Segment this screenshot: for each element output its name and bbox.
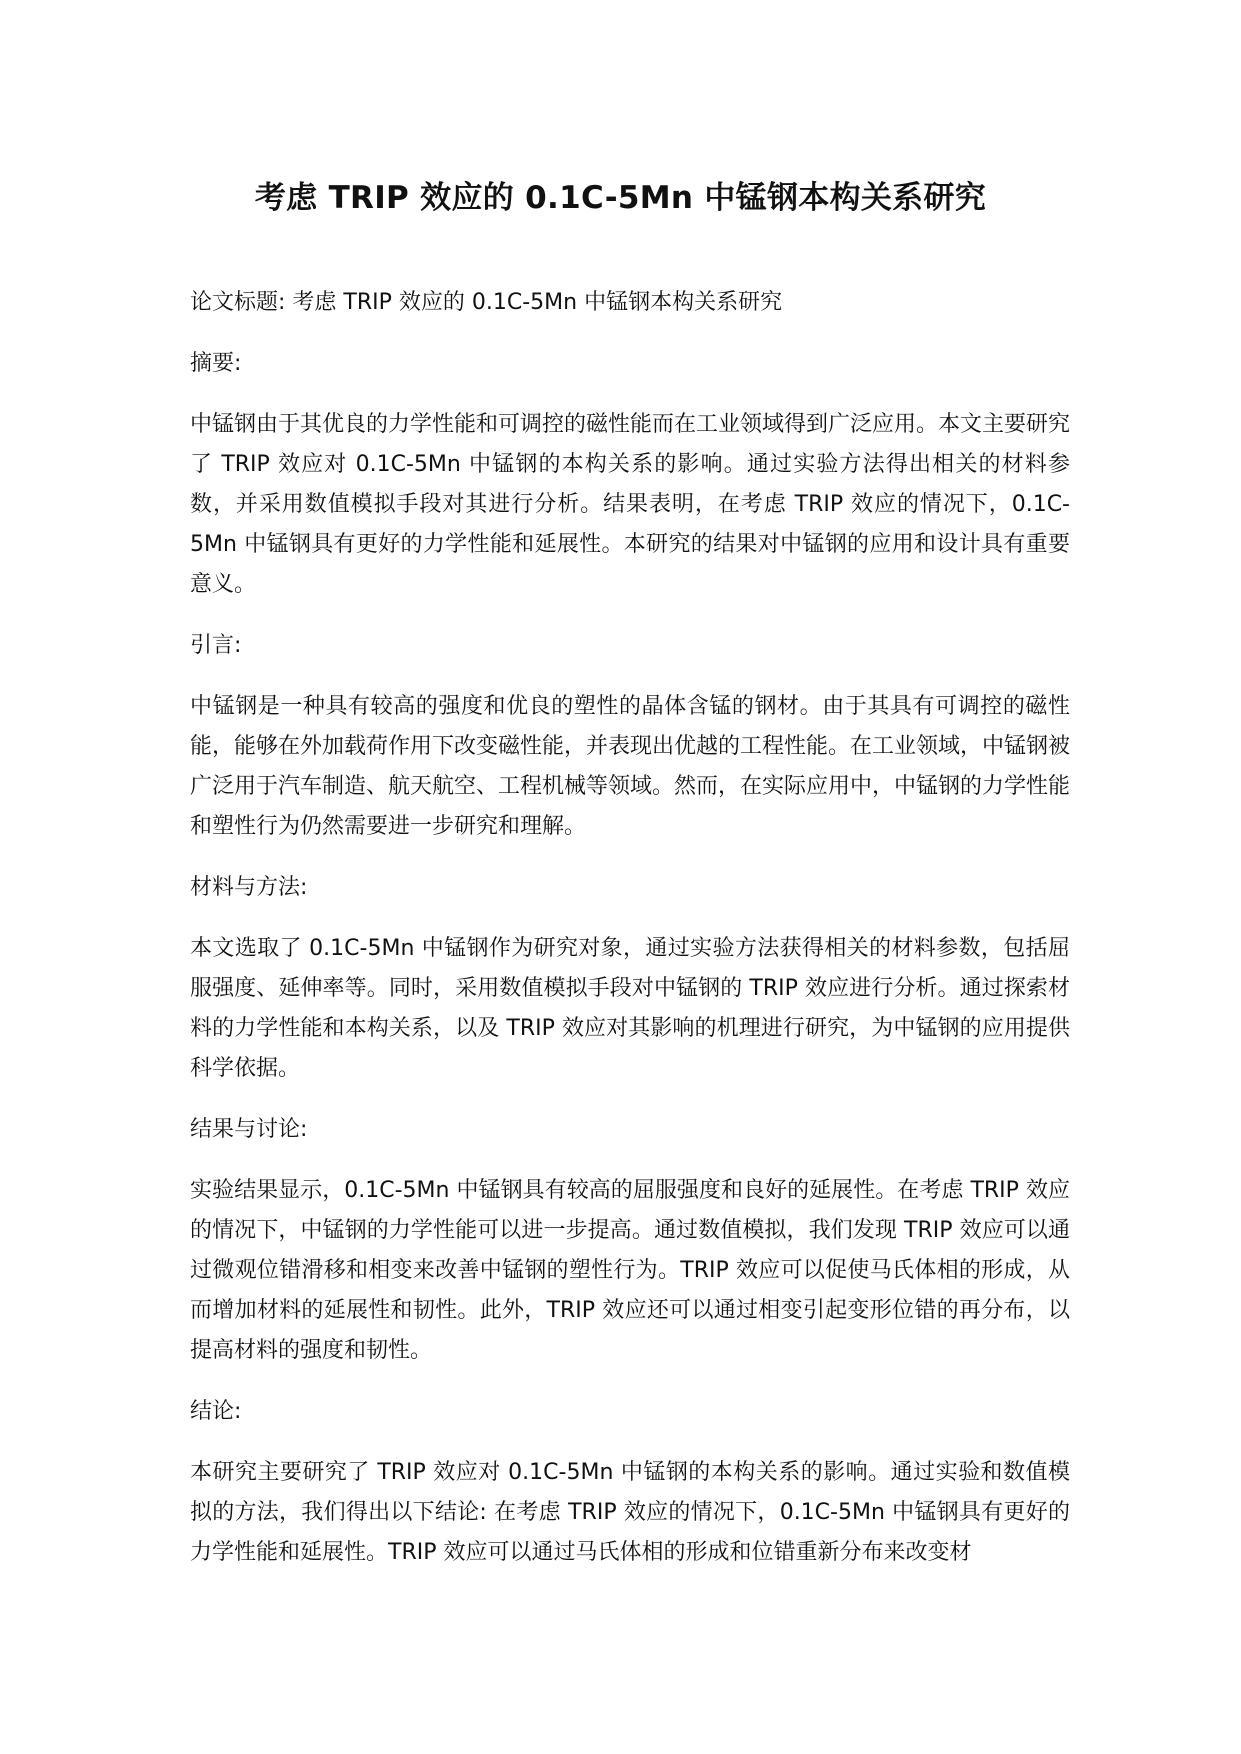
methods-paragraph: 本文选取了 0.1C-5Mn 中锰钢作为研究对象，通过实验方法获得相关的材料参数，包括屈服强度、延伸率等。同时，采用数值模拟手段对中锰钢的 TRIP 效应进行分析。通过探索材料的力学性能和本构关系，以及 TRIP 效应对其影响的机理进行研究，为中锰钢的应用提供科学依据。 [190,936,1070,1081]
conclusion-heading: 结论: [190,1399,242,1424]
results-heading: 结果与讨论: [190,1117,308,1142]
document-body [190,283,1070,1594]
methods-heading: 材料与方法: [190,875,308,900]
introduction-heading: 引言: [190,633,242,658]
abstract-heading: 摘要: [190,351,242,376]
abstract-paragraph: 中锰钢由于其优良的力学性能和可调控的磁性能而在工业领域得到广泛应用。本文主要研究了 TRIP 效应对 0.1C-5Mn 中锰钢的本构关系的影响。通过实验方法得出相关的材料参数，并采用数值模拟手段对其进行分析。结果表明，在考虑 TRIP 效应的情况下，0.1C-5Mn 中锰钢具有更好的力学性能和延展性。本研究的结果对中锰钢的应用和设计具有重要意义。 [190,412,1071,597]
conclusion-paragraph: 本研究主要研究了 TRIP 效应对 0.1C-5Mn 中锰钢的本构关系的影响。通过实验和数值模拟的方法，我们得出以下结论: 在考虑 TRIP 效应的情况下，0.1C-5Mn 中锰钢具有更好的力学性能和延展性。TRIP 效应可以通过马氏体相的形成和位错重新分布来改变材 [190,1460,1070,1565]
introduction-paragraph: 中锰钢是一种具有较高的强度和优良的塑性的晶体含锰的钢材。由于其具有可调控的磁性能，能够在外加载荷作用下改变磁性能，并表现出优越的工程性能。在工业领域，中锰钢被广泛用于汽车制造、航天航空、工程机械等领域。然而，在实际应用中，中锰钢的力学性能和塑性行为仍然需要进一步研究和理解。 [190,694,1071,839]
document-title: 考虑 TRIP 效应的 0.1C-5Mn 中锰钢本构关系研究 [254,180,987,216]
results-paragraph: 实验结果显示，0.1C-5Mn 中锰钢具有较高的屈服强度和良好的延展性。在考虑 TRIP 效应的情况下，中锰钢的力学性能可以进一步提高。通过数值模拟，我们发现 TRIP 效应可以通过微观位错滑移和相变来改善中锰钢的塑性行为。TRIP 效应可以促使马氏体相的形成，从而增加材料的延展性和韧性。此外，TRIP 效应还可以通过相变引起变形位错的再分布，以提高材料的强度和韧性。 [190,1178,1070,1363]
paper-title-line: 论文标题: 考虑 TRIP 效应的 0.1C-5Mn 中锰钢本构关系研究 [190,290,783,315]
